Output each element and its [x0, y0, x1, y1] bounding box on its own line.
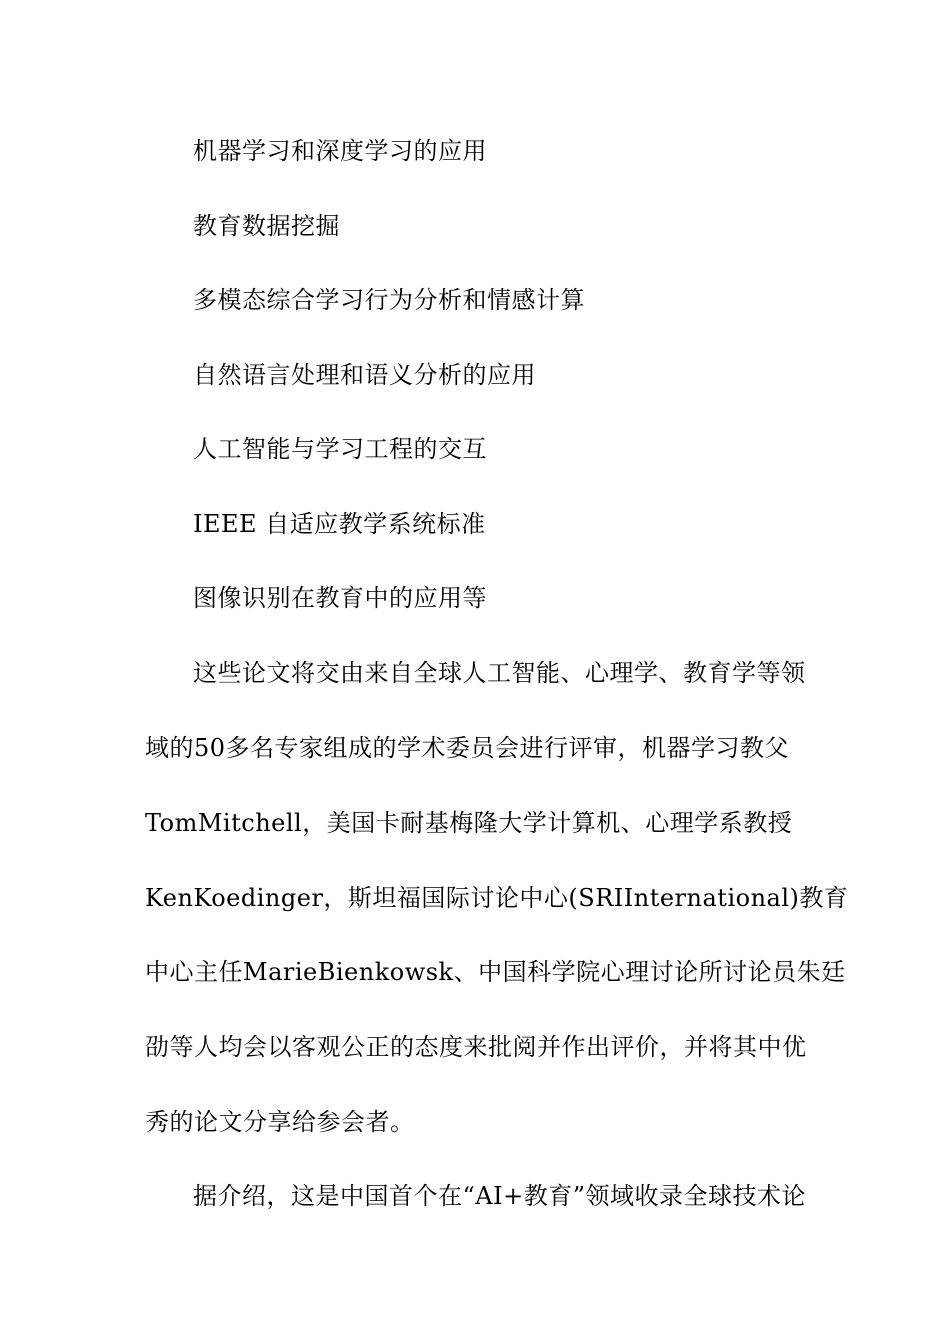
list-item: 图像识别在教育中的应用等 [193, 584, 487, 612]
paragraph-line: 秀的论文分享给参会者。 [145, 1108, 415, 1136]
paragraph-line: 劭等人均会以客观公正的态度来批阅并作出评价，并将其中优 [145, 1033, 807, 1061]
list-item: 多模态综合学习行为分析和情感计算 [193, 286, 585, 314]
paragraph-line: 据介绍，这是中国首个在“AI+教育”领域收录全球技术论 [193, 1182, 806, 1210]
list-item: IEEE 自适应教学系统标准 [193, 510, 486, 538]
paragraph-line: TomMitchell，美国卡耐基梅隆大学计算机、心理学系教授 [145, 809, 793, 837]
paragraph-line: 域的50多名专家组成的学术委员会进行评审，机器学习教父 [145, 734, 790, 762]
list-item: 自然语言处理和语义分析的应用 [193, 361, 536, 389]
paragraph-line: 这些论文将交由来自全球人工智能、心理学、教育学等领 [193, 659, 806, 687]
paragraph-line: KenKoedinger，斯坦福国际讨论中心(SRIInternational)教育 [145, 884, 849, 912]
list-item: 教育数据挖掘 [193, 212, 340, 240]
list-item: 机器学习和深度学习的应用 [193, 137, 487, 165]
list-item: 人工智能与学习工程的交互 [193, 435, 487, 463]
paragraph-line: 中心主任MarieBienkowsk、中国科学院心理讨论所讨论员朱廷 [145, 958, 846, 986]
